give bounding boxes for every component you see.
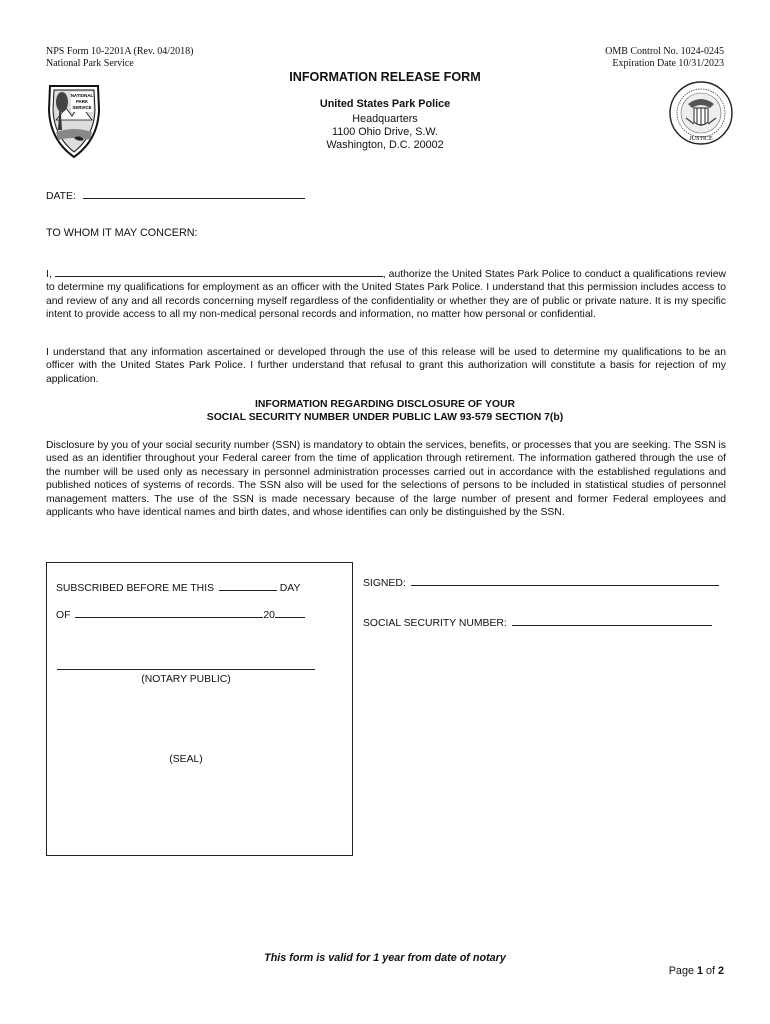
form-title: INFORMATION RELEASE FORM: [289, 70, 481, 84]
notary-signature-line[interactable]: [57, 669, 315, 670]
subscribed-label: SUBSCRIBED BEFORE ME THIS: [56, 583, 215, 594]
logo-text-line1: NATIONAL: [70, 93, 94, 98]
page-current: 1: [696, 965, 703, 977]
ssn-heading-line-1: INFORMATION REGARDING DISCLOSURE OF YOUR: [255, 399, 515, 410]
notary-box: [46, 562, 353, 856]
subscribed-line[interactable]: [56, 579, 300, 595]
name-blank[interactable]: [55, 265, 383, 277]
address-line-2: 1100 Ohio Drive, S.W.: [331, 126, 438, 138]
signed-label: SIGNED:: [363, 578, 406, 589]
expiration-date: Expiration Date 10/31/2023: [612, 58, 724, 69]
agency-name: National Park Service: [46, 58, 134, 69]
omb-control-number: OMB Control No. 1024-0245: [605, 46, 724, 57]
form-number: NPS Form 10-2201A (Rev. 04/2018): [46, 46, 194, 57]
logo-text-line3: SERVICE: [72, 105, 92, 110]
organization-name: United States Park Police: [319, 98, 451, 110]
seal-text: JUSTICE: [689, 136, 713, 142]
of-line[interactable]: [56, 606, 305, 622]
page-middle: of: [702, 965, 718, 977]
authorization-text: , authorize the United States Park Police to conduct a qualifications review to determine my qualifications for employment as an officer with the United States Park Police. I understand that this permission includes access to and review of any and all records concerning myself regardless of the confidentiality or whether they are of public or private nature. It is my specific intent to provide access to all my non-medical personal records and information, no matter how personal or confidential.: [46, 269, 726, 321]
year-blank[interactable]: [275, 606, 305, 618]
seal-label: (SEAL): [169, 754, 203, 765]
day-label: DAY: [279, 583, 301, 594]
validity-note: This form is valid for 1 year from date of notary: [264, 952, 506, 964]
year-prefix: 20: [263, 610, 275, 621]
day-blank[interactable]: [219, 579, 277, 591]
month-blank[interactable]: [75, 606, 263, 618]
authorization-paragraph: [46, 265, 726, 322]
signed-field[interactable]: [363, 574, 719, 590]
ssn-field[interactable]: [363, 614, 712, 630]
address-line-3: Washington, D.C. 20002: [326, 139, 444, 151]
ssn-blank[interactable]: [512, 614, 712, 626]
date-blank[interactable]: [83, 187, 305, 199]
ssn-field-label: SOCIAL SECURITY NUMBER:: [363, 618, 507, 629]
of-label: OF: [56, 610, 71, 621]
ssn-heading-line-2: SOCIAL SECURITY NUMBER UNDER PUBLIC LAW 93-579 SECTION 7(b): [206, 412, 564, 423]
understanding-paragraph: I understand that any information ascertained or developed through the use of this release will be used to determine my qualifications to be an officer with the United States Park Police. I further understand that refusal to grant this authorization will constitute a basis for rejection of my application.: [46, 347, 726, 385]
date-field[interactable]: [46, 187, 305, 203]
salutation: TO WHOM IT MAY CONCERN:: [46, 227, 198, 239]
logo-text-line2: PARK: [75, 99, 89, 104]
address-line-1: Headquarters: [352, 113, 418, 125]
date-label: DATE:: [46, 191, 76, 202]
signature-blank[interactable]: [411, 574, 719, 586]
ssn-disclosure-paragraph: Disclosure by you of your social security number (SSN) is mandatory to obtain the services, benefits, or processes that you are seeking. The SSN is used as an identifier throughout your Federal career from the time of application through retirement. The information gathered through the use of the number will be used only as necessary in personnel administration processes carried out in accordance with the established regulations and published notices of systems of records. The SSN also will be used for the selections of persons to be included in statistical studies of personnel management matters. The use of the SSN is made necessary because of the large number of present and former Federal employees and applicants who have identical names and birth dates, and whose identifies can only be distinguished by the SSN.: [46, 440, 726, 519]
notary-public-label: (NOTARY PUBLIC): [141, 674, 231, 685]
page-total: 2: [717, 965, 724, 977]
authorization-prefix: I,: [46, 269, 52, 280]
page-prefix: Page: [668, 965, 697, 977]
page-number: [669, 965, 724, 977]
